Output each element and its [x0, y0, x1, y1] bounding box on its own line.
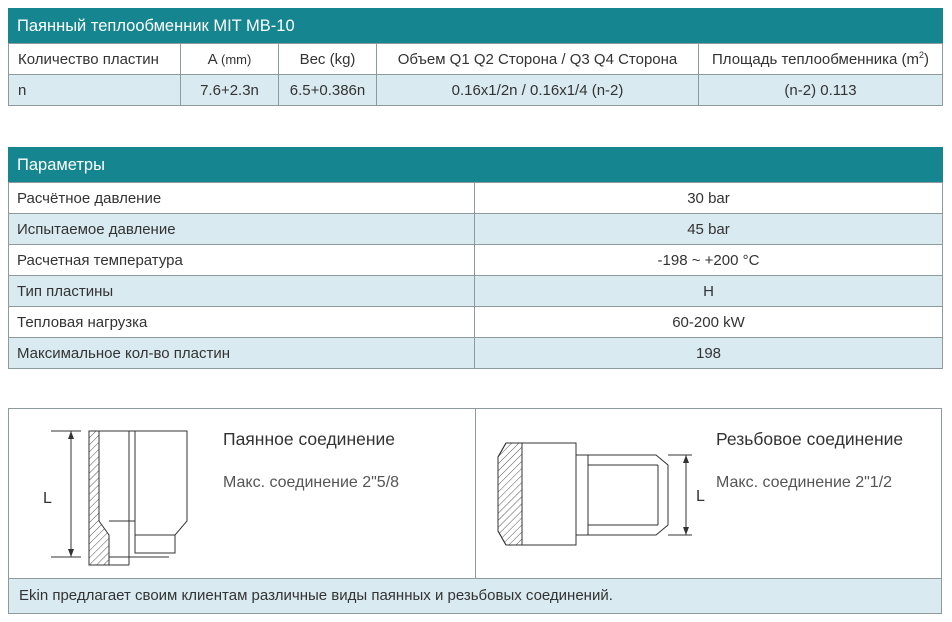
param-value: -198 ~ +200 °C: [475, 245, 943, 276]
param-value: 60-200 kW: [475, 307, 943, 338]
param-label: Расчетная температура: [9, 245, 475, 276]
cell-a: 7.6+2.3n: [181, 75, 279, 106]
table-row: [9, 276, 943, 307]
brazed-connection-drawing: [39, 417, 239, 577]
col-header-area: Площадь теплообменника $(m^2)$: [699, 44, 943, 75]
table-row: [9, 307, 943, 338]
table-row: [9, 245, 943, 276]
connections-footer: Ekin предлагает своим клиентам различные виды паянных и резьбовых соединений.: [9, 578, 941, 613]
cell-plates: n: [9, 75, 181, 106]
svg-text:L: L: [43, 490, 52, 507]
brazed-max: Макс. соединение 2"5/8: [223, 474, 400, 491]
param-value: H: [475, 276, 943, 307]
param-value: 45 bar: [475, 214, 943, 245]
param-label: Испытаемое давление: [9, 214, 475, 245]
brazed-connection: [9, 409, 476, 579]
col-header-a: A (mm): [181, 44, 279, 75]
table-row: [9, 214, 943, 245]
table-title: Паянный теплообменник MIT MB-10: [9, 9, 943, 44]
table-row: [9, 75, 943, 106]
svg-text:L: L: [696, 488, 705, 505]
col-header-weight: Вес (kg): [279, 44, 377, 75]
param-value: 198: [475, 338, 943, 369]
connections-panel: [8, 408, 942, 614]
table-title: Параметры: [9, 148, 943, 183]
cell-weight: 6.5+0.386n: [279, 75, 377, 106]
param-label: Максимальное кол-во пластин: [9, 338, 475, 369]
table-row: [9, 183, 943, 214]
threaded-max: Макс. соединение 2"1/2: [716, 474, 893, 491]
table-row: [9, 338, 943, 369]
param-label: Тепловая нагрузка: [9, 307, 475, 338]
threaded-connection-drawing: [488, 417, 728, 577]
cell-volume: 0.16x1/2n / 0.16x1/4 (n-2): [377, 75, 699, 106]
threaded-title: Резьбовое соединение: [716, 429, 904, 449]
threaded-connection: [476, 409, 941, 579]
cell-area: (n-2) 0.113: [699, 75, 943, 106]
param-label: Расчётное давление: [9, 183, 475, 214]
param-value: 30 bar: [475, 183, 943, 214]
exchanger-formula-table: [8, 8, 943, 106]
param-label: Тип пластины: [9, 276, 475, 307]
col-header-plates: Количество пластин: [9, 44, 181, 75]
brazed-title: Паянное соединение: [223, 429, 396, 449]
parameters-table: [8, 147, 943, 369]
col-header-volume: Объем Q1 Q2 Сторона / Q3 Q4 Сторона: [377, 44, 699, 75]
